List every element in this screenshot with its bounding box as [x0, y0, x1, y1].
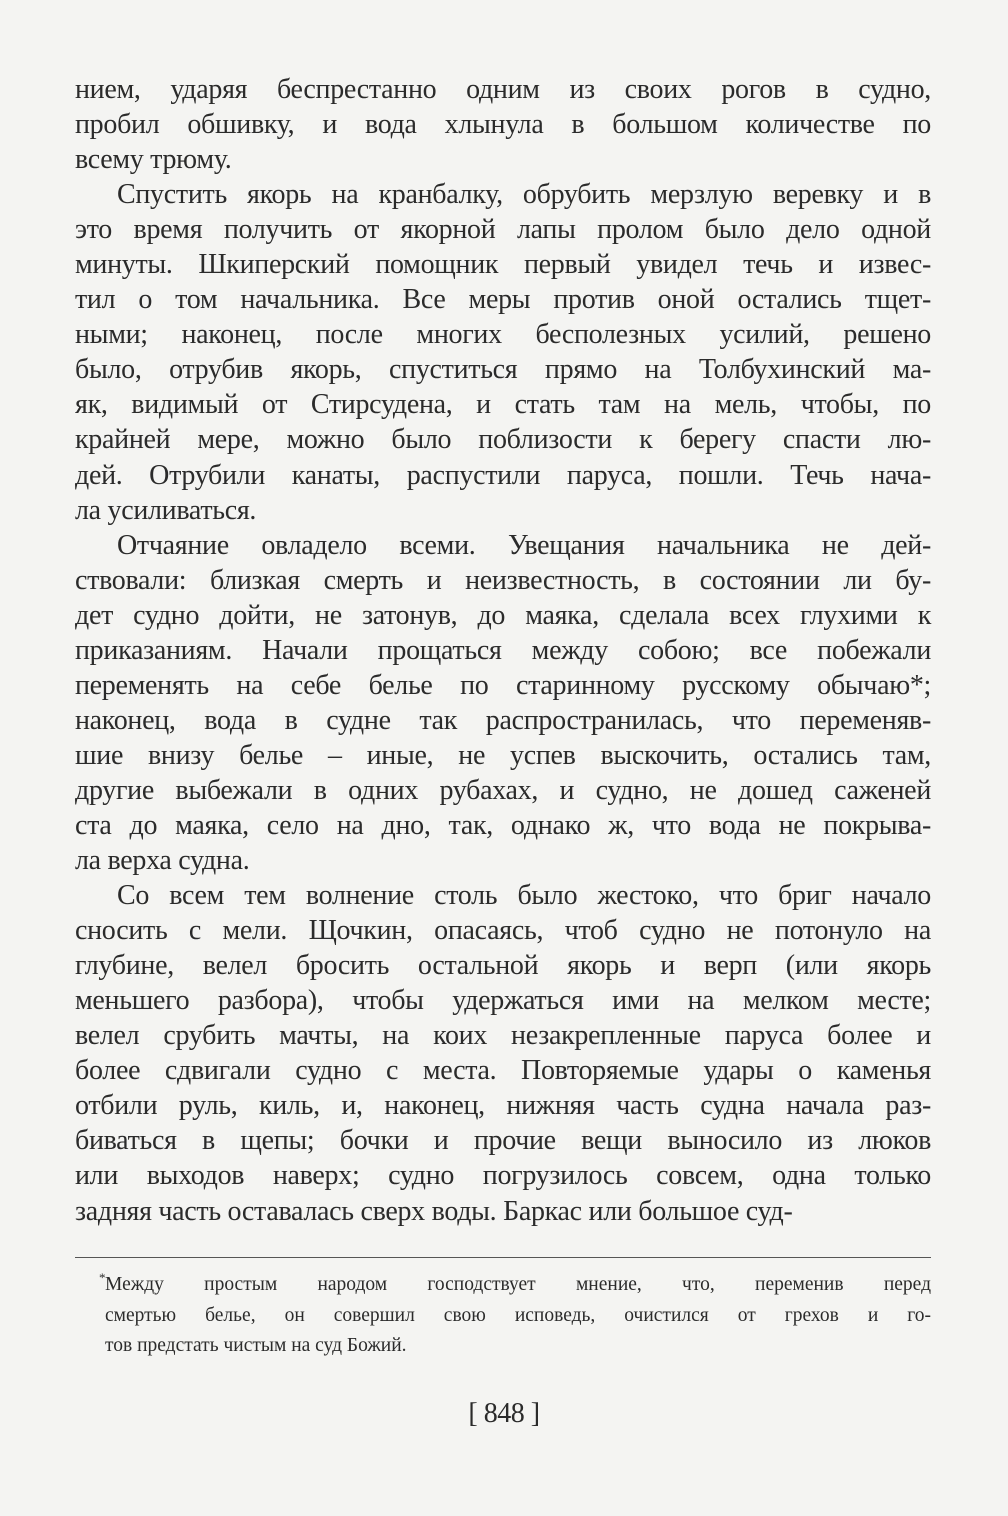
- footnote-line: смертью белье, он совершил свою исповедь, очистился от грехов и го-: [105, 1304, 931, 1326]
- text-line: всему трюму.: [75, 144, 232, 176]
- text-line: наконец, вода в судне так распространилась, что переменяв-: [75, 704, 931, 736]
- text-line: велел срубить мачты, на коих незакрепленные паруса более и: [75, 1020, 931, 1052]
- page-number: [ 848 ]: [468, 1398, 540, 1429]
- body-text: [75, 72, 931, 1229]
- text-line: другие выбежали в одних рубахах, и судно, не дошед саженей: [75, 774, 931, 806]
- text-line: шие внизу белье – иные, не успев выскочить, остались там,: [75, 739, 931, 771]
- paragraph: [75, 72, 931, 177]
- text-line: задняя часть оставалась сверх воды. Баркас или большое суд-: [75, 1195, 793, 1227]
- text-line: крайней мере, можно было поблизости к берегу спасти лю-: [75, 424, 931, 456]
- text-line: ствовали: близкая смерть и неизвестность, в состоянии ли бу-: [75, 564, 931, 596]
- text-line: или выходов наверх; судно погрузилось совсем, одна только: [75, 1160, 931, 1192]
- text-line: глубине, велел бросить остальной якорь и верп (или якорь: [75, 950, 931, 982]
- text-line: было, отрубив якорь, спуститься прямо на Толбухинский ма-: [75, 354, 931, 386]
- text-line: Отчаяние овладело всеми. Увещания начальника не дей-: [117, 529, 931, 561]
- footnote: [75, 1270, 931, 1362]
- paragraph: [75, 878, 931, 1228]
- text-line: меньшего разбора), чтобы удержаться ими на мелком месте;: [75, 985, 931, 1017]
- text-line: тил о том начальника. Все меры против оной остались тщет-: [75, 284, 931, 316]
- text-line: ла усиливаться.: [75, 494, 257, 526]
- text-line: биваться в щепы; бочки и прочие вещи выносило из люков: [75, 1125, 931, 1157]
- text-line: дет судно дойти, не затонув, до маяка, сделала всех глухими к: [75, 599, 931, 631]
- text-line: як, видимый от Стирсудена, и стать там на мель, чтобы, по: [75, 389, 931, 421]
- text-line: ла верха судна.: [75, 845, 250, 877]
- text-line: Спустить якорь на кранбалку, обрубить мерзлую веревку и в: [117, 179, 931, 211]
- text-line: приказаниям. Начали прощаться между собою; все побежали: [75, 634, 931, 666]
- text-line: минуты. Шкиперский помощник первый увидел течь и извес-: [75, 249, 931, 281]
- text-line: дей. Отрубили канаты, распустили паруса, пошли. Течь нача-: [75, 459, 931, 491]
- paragraph: [75, 528, 931, 878]
- text-line: ными; наконец, после многих бесполезных усилий, решено: [75, 319, 931, 351]
- footnote-mark: *: [99, 1270, 106, 1285]
- text-line: более сдвигали судно с места. Повторяемые удары о каменья: [75, 1055, 931, 1087]
- paragraph: [75, 177, 931, 527]
- footnote-divider: [75, 1257, 931, 1258]
- text-line: это время получить от якорной лапы пролом было дело одной: [75, 214, 931, 246]
- text-line: Со всем тем волнение столь было жестоко, что бриг начало: [117, 880, 931, 912]
- text-line: пробил обшивку, и вода хлынула в большом количестве по: [75, 109, 931, 141]
- footnote-line: Между простым народом господствует мнение, что, переменив перед: [105, 1274, 931, 1295]
- text-line: переменять на себе белье по старинному русскому обычаю*;: [75, 669, 931, 701]
- text-line: нием, ударяя беспрестанно одним из своих рогов в судно,: [75, 74, 931, 105]
- text-line: ста до маяка, село на дно, так, однако ж, что вода не покрыва-: [75, 809, 931, 841]
- footnote-line: тов предстать чистым на суд Божий.: [105, 1335, 407, 1356]
- text-line: сносить с мели. Щочкин, опасаясь, чтоб судно не потонуло на: [75, 915, 931, 947]
- text-line: отбили руль, киль, и, наконец, нижняя часть судна начала раз-: [75, 1090, 931, 1122]
